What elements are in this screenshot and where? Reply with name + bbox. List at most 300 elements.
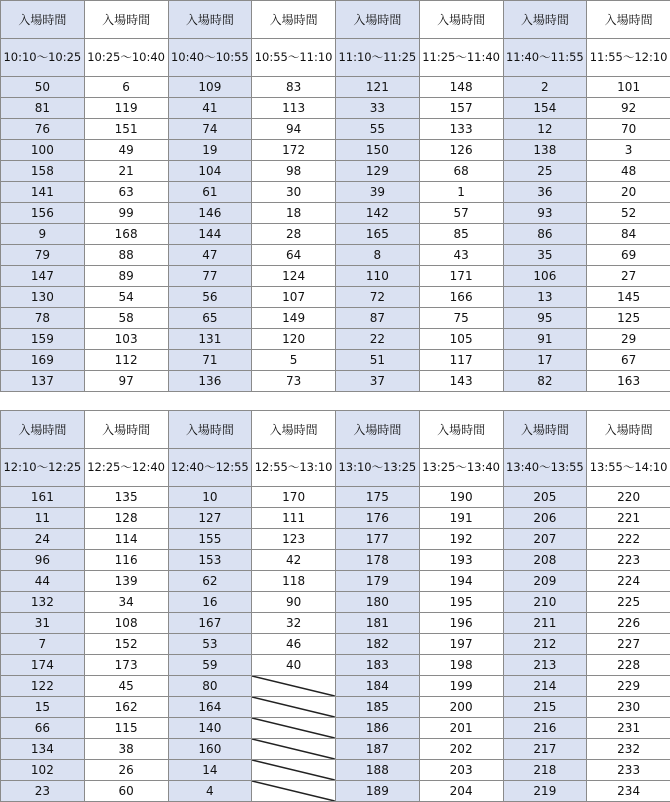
ticket-number-row (1, 308, 670, 329)
ticket-number-row-cell: 171 (419, 266, 503, 287)
ticket-number-row-cell: 13 (503, 287, 587, 308)
ticket-number-row-cell: 36 (503, 182, 587, 203)
time-slot-row-cell: 10:10～10:25 (1, 39, 85, 77)
ticket-number-row-cell: 143 (419, 371, 503, 392)
ticket-number-row-cell: 154 (503, 98, 587, 119)
ticket-number-row (1, 781, 670, 802)
ticket-number-row (1, 697, 670, 718)
ticket-number-row-cell: 186 (336, 718, 420, 739)
empty-slot-cell (252, 781, 336, 802)
ticket-number-row-cell: 123 (252, 529, 336, 550)
time-slot-row (1, 39, 670, 77)
ticket-number-row (1, 371, 670, 392)
ticket-number-row-cell: 170 (252, 487, 336, 508)
ticket-number-row-cell: 45 (84, 676, 168, 697)
ticket-number-row (1, 245, 670, 266)
entry-time-table-afternoon (0, 410, 670, 802)
ticket-number-row-cell: 206 (503, 508, 587, 529)
ticket-number-row-cell: 211 (503, 613, 587, 634)
empty-slot-cell (252, 760, 336, 781)
ticket-number-row-cell: 6 (84, 77, 168, 98)
ticket-number-row-cell: 202 (419, 739, 503, 760)
empty-slot-cell (252, 697, 336, 718)
ticket-number-row-cell: 176 (336, 508, 420, 529)
ticket-number-row-cell: 42 (252, 550, 336, 571)
time-slot-row (1, 449, 670, 487)
entry-time-table-morning (0, 0, 670, 392)
ticket-number-row-cell: 82 (503, 371, 587, 392)
ticket-number-row (1, 119, 670, 140)
ticket-number-row-cell: 213 (503, 655, 587, 676)
ticket-number-row-cell: 106 (503, 266, 587, 287)
ticket-number-row-cell: 20 (587, 182, 670, 203)
time-slot-row-cell: 12:40～12:55 (168, 449, 252, 487)
empty-slot-cell (252, 718, 336, 739)
ticket-number-row-cell: 39 (336, 182, 420, 203)
ticket-number-row-cell: 101 (587, 77, 670, 98)
header-row-cell: 入場時間 (503, 411, 587, 449)
ticket-number-row-cell: 197 (419, 634, 503, 655)
ticket-number-row (1, 718, 670, 739)
time-slot-row-cell: 11:55～12:10 (587, 39, 670, 77)
header-row (1, 411, 670, 449)
time-slot-row-cell: 13:40～13:55 (503, 449, 587, 487)
header-row-cell: 入場時間 (336, 1, 420, 39)
ticket-number-row-cell: 64 (252, 245, 336, 266)
time-slot-row-cell: 12:10～12:25 (1, 449, 85, 487)
ticket-number-row-cell: 85 (419, 224, 503, 245)
header-row-cell: 入場時間 (419, 411, 503, 449)
ticket-number-row (1, 550, 670, 571)
header-row-cell: 入場時間 (252, 411, 336, 449)
header-row-cell: 入場時間 (168, 1, 252, 39)
ticket-number-row-cell: 8 (336, 245, 420, 266)
ticket-number-row-cell: 96 (1, 550, 85, 571)
ticket-number-row-cell: 14 (168, 760, 252, 781)
ticket-number-row-cell: 9 (1, 224, 85, 245)
ticket-number-row-cell: 12 (503, 119, 587, 140)
ticket-number-row-cell: 212 (503, 634, 587, 655)
ticket-number-row-cell: 117 (419, 350, 503, 371)
ticket-number-row-cell: 100 (1, 140, 85, 161)
ticket-number-row-cell: 114 (84, 529, 168, 550)
ticket-number-row-cell: 91 (503, 329, 587, 350)
ticket-number-row-cell: 178 (336, 550, 420, 571)
ticket-number-row-cell: 224 (587, 571, 670, 592)
ticket-number-row-cell: 21 (84, 161, 168, 182)
ticket-number-row-cell: 173 (84, 655, 168, 676)
ticket-number-row-cell: 148 (419, 77, 503, 98)
ticket-number-row-cell: 66 (1, 718, 85, 739)
ticket-number-row-cell: 111 (252, 508, 336, 529)
ticket-number-row-cell: 34 (84, 592, 168, 613)
ticket-number-row-cell: 115 (84, 718, 168, 739)
ticket-number-row-cell: 130 (1, 287, 85, 308)
ticket-number-row-cell: 54 (84, 287, 168, 308)
ticket-number-row-cell: 119 (84, 98, 168, 119)
ticket-number-row-cell: 93 (503, 203, 587, 224)
ticket-number-row-cell: 121 (336, 77, 420, 98)
ticket-number-row-cell: 109 (168, 77, 252, 98)
ticket-number-row-cell: 218 (503, 760, 587, 781)
ticket-number-row-cell: 38 (84, 739, 168, 760)
ticket-number-row-cell: 27 (587, 266, 670, 287)
ticket-number-row-cell: 209 (503, 571, 587, 592)
ticket-number-row (1, 329, 670, 350)
ticket-number-row (1, 266, 670, 287)
ticket-number-row-cell: 165 (336, 224, 420, 245)
ticket-number-row (1, 508, 670, 529)
header-row-cell: 入場時間 (252, 1, 336, 39)
ticket-number-row (1, 203, 670, 224)
ticket-number-row-cell: 185 (336, 697, 420, 718)
ticket-number-row-cell: 207 (503, 529, 587, 550)
ticket-number-row-cell: 50 (1, 77, 85, 98)
ticket-number-row-cell: 89 (84, 266, 168, 287)
ticket-number-row-cell: 31 (1, 613, 85, 634)
ticket-number-row-cell: 53 (168, 634, 252, 655)
ticket-number-row-cell: 97 (84, 371, 168, 392)
ticket-number-row-cell: 17 (503, 350, 587, 371)
header-row-cell: 入場時間 (503, 1, 587, 39)
ticket-number-row-cell: 163 (587, 371, 670, 392)
ticket-number-row-cell: 174 (1, 655, 85, 676)
ticket-number-row-cell: 147 (1, 266, 85, 287)
ticket-number-row (1, 140, 670, 161)
header-row-cell: 入場時間 (1, 1, 85, 39)
ticket-number-row-cell: 200 (419, 697, 503, 718)
header-row-cell: 入場時間 (84, 411, 168, 449)
ticket-number-row-cell: 52 (587, 203, 670, 224)
ticket-number-row-cell: 23 (1, 781, 85, 802)
header-row-cell: 入場時間 (168, 411, 252, 449)
time-slot-row-cell: 11:40～11:55 (503, 39, 587, 77)
ticket-number-row-cell: 217 (503, 739, 587, 760)
ticket-number-row-cell: 30 (252, 182, 336, 203)
ticket-number-row-cell: 15 (1, 697, 85, 718)
ticket-number-row-cell: 192 (419, 529, 503, 550)
ticket-number-row-cell: 159 (1, 329, 85, 350)
ticket-number-row-cell: 104 (168, 161, 252, 182)
ticket-number-row-cell: 4 (168, 781, 252, 802)
time-slot-row-cell: 10:40～10:55 (168, 39, 252, 77)
ticket-number-row (1, 287, 670, 308)
ticket-number-row-cell: 136 (168, 371, 252, 392)
ticket-number-row-cell: 83 (252, 77, 336, 98)
ticket-number-row-cell: 160 (168, 739, 252, 760)
ticket-number-row-cell: 214 (503, 676, 587, 697)
empty-slot-cell (252, 676, 336, 697)
ticket-number-row-cell: 183 (336, 655, 420, 676)
ticket-number-row-cell: 232 (587, 739, 670, 760)
ticket-number-row-cell: 41 (168, 98, 252, 119)
ticket-number-row-cell: 157 (419, 98, 503, 119)
ticket-number-row-cell: 196 (419, 613, 503, 634)
ticket-number-row-cell: 116 (84, 550, 168, 571)
ticket-number-row-cell: 65 (168, 308, 252, 329)
ticket-number-row-cell: 62 (168, 571, 252, 592)
ticket-number-row-cell: 187 (336, 739, 420, 760)
ticket-number-row-cell: 10 (168, 487, 252, 508)
ticket-number-row-cell: 77 (168, 266, 252, 287)
ticket-number-row-cell: 229 (587, 676, 670, 697)
ticket-number-row-cell: 181 (336, 613, 420, 634)
ticket-number-row-cell: 22 (336, 329, 420, 350)
ticket-number-row-cell: 107 (252, 287, 336, 308)
ticket-number-row (1, 529, 670, 550)
ticket-number-row-cell: 75 (419, 308, 503, 329)
ticket-number-row-cell: 131 (168, 329, 252, 350)
ticket-number-row-cell: 29 (587, 329, 670, 350)
ticket-number-row-cell: 113 (252, 98, 336, 119)
time-slot-row-cell: 13:25～13:40 (419, 449, 503, 487)
ticket-number-row-cell: 231 (587, 718, 670, 739)
ticket-number-row-cell: 149 (252, 308, 336, 329)
ticket-number-row (1, 98, 670, 119)
ticket-number-row (1, 739, 670, 760)
ticket-number-row-cell: 78 (1, 308, 85, 329)
ticket-number-row-cell: 191 (419, 508, 503, 529)
ticket-number-row-cell: 69 (587, 245, 670, 266)
ticket-number-row-cell: 26 (84, 760, 168, 781)
ticket-number-row-cell: 145 (587, 287, 670, 308)
ticket-number-row-cell: 81 (1, 98, 85, 119)
ticket-number-row-cell: 118 (252, 571, 336, 592)
ticket-number-row-cell: 164 (168, 697, 252, 718)
ticket-number-row-cell: 222 (587, 529, 670, 550)
ticket-number-row-cell: 55 (336, 119, 420, 140)
ticket-number-row-cell: 175 (336, 487, 420, 508)
ticket-number-row-cell: 216 (503, 718, 587, 739)
ticket-number-row-cell: 49 (84, 140, 168, 161)
ticket-number-row-cell: 110 (336, 266, 420, 287)
ticket-number-row (1, 182, 670, 203)
ticket-number-row (1, 613, 670, 634)
ticket-number-row-cell: 56 (168, 287, 252, 308)
time-slot-row-cell: 12:55～13:10 (252, 449, 336, 487)
ticket-number-row-cell: 146 (168, 203, 252, 224)
ticket-number-row-cell: 11 (1, 508, 85, 529)
header-row-cell: 入場時間 (1, 411, 85, 449)
ticket-number-row-cell: 162 (84, 697, 168, 718)
ticket-number-row-cell: 120 (252, 329, 336, 350)
ticket-number-row (1, 571, 670, 592)
ticket-number-row-cell: 94 (252, 119, 336, 140)
ticket-number-row-cell: 51 (336, 350, 420, 371)
ticket-number-row-cell: 57 (419, 203, 503, 224)
ticket-number-row-cell: 190 (419, 487, 503, 508)
ticket-number-row-cell: 223 (587, 550, 670, 571)
ticket-number-row-cell: 99 (84, 203, 168, 224)
ticket-number-row-cell: 68 (419, 161, 503, 182)
ticket-number-row-cell: 177 (336, 529, 420, 550)
ticket-number-row-cell: 210 (503, 592, 587, 613)
ticket-number-row-cell: 76 (1, 119, 85, 140)
ticket-number-row-cell: 139 (84, 571, 168, 592)
ticket-number-row-cell: 198 (419, 655, 503, 676)
ticket-number-row-cell: 179 (336, 571, 420, 592)
ticket-number-row-cell: 153 (168, 550, 252, 571)
ticket-number-row-cell: 132 (1, 592, 85, 613)
ticket-number-row-cell: 129 (336, 161, 420, 182)
ticket-number-row-cell: 72 (336, 287, 420, 308)
ticket-number-row-cell: 134 (1, 739, 85, 760)
ticket-number-row-cell: 67 (587, 350, 670, 371)
ticket-number-row-cell: 5 (252, 350, 336, 371)
ticket-number-row-cell: 84 (587, 224, 670, 245)
ticket-number-row-cell: 156 (1, 203, 85, 224)
ticket-number-row-cell: 124 (252, 266, 336, 287)
ticket-number-row-cell: 46 (252, 634, 336, 655)
ticket-number-row-cell: 141 (1, 182, 85, 203)
time-slot-row-cell: 13:10～13:25 (336, 449, 420, 487)
ticket-number-row-cell: 128 (84, 508, 168, 529)
ticket-number-row-cell: 233 (587, 760, 670, 781)
ticket-number-row-cell: 102 (1, 760, 85, 781)
ticket-number-row-cell: 108 (84, 613, 168, 634)
ticket-number-row-cell: 16 (168, 592, 252, 613)
ticket-number-row-cell: 194 (419, 571, 503, 592)
time-slot-row-cell: 11:25～11:40 (419, 39, 503, 77)
header-row-cell: 入場時間 (419, 1, 503, 39)
ticket-number-row-cell: 189 (336, 781, 420, 802)
ticket-number-row-cell: 18 (252, 203, 336, 224)
ticket-number-row-cell: 144 (168, 224, 252, 245)
ticket-number-row (1, 634, 670, 655)
ticket-number-row-cell: 122 (1, 676, 85, 697)
ticket-number-row-cell: 35 (503, 245, 587, 266)
ticket-number-row-cell: 74 (168, 119, 252, 140)
header-row-cell: 入場時間 (587, 411, 670, 449)
ticket-number-row-cell: 126 (419, 140, 503, 161)
header-row-cell: 入場時間 (587, 1, 670, 39)
ticket-number-row-cell: 172 (252, 140, 336, 161)
ticket-number-row-cell: 180 (336, 592, 420, 613)
ticket-number-row-cell: 24 (1, 529, 85, 550)
ticket-number-row-cell: 92 (587, 98, 670, 119)
ticket-number-row-cell: 70 (587, 119, 670, 140)
ticket-number-row-cell: 140 (168, 718, 252, 739)
ticket-number-row (1, 592, 670, 613)
ticket-number-row-cell: 182 (336, 634, 420, 655)
ticket-number-row-cell: 73 (252, 371, 336, 392)
time-slot-row-cell: 11:10～11:25 (336, 39, 420, 77)
ticket-number-row-cell: 195 (419, 592, 503, 613)
ticket-number-row-cell: 71 (168, 350, 252, 371)
ticket-number-row-cell: 80 (168, 676, 252, 697)
ticket-number-row-cell: 152 (84, 634, 168, 655)
ticket-number-row (1, 161, 670, 182)
ticket-number-row-cell: 3 (587, 140, 670, 161)
ticket-number-row-cell: 138 (503, 140, 587, 161)
ticket-number-row-cell: 28 (252, 224, 336, 245)
ticket-number-row-cell: 142 (336, 203, 420, 224)
time-slot-row-cell: 10:55～11:10 (252, 39, 336, 77)
ticket-number-row-cell: 208 (503, 550, 587, 571)
ticket-number-row-cell: 135 (84, 487, 168, 508)
ticket-number-row-cell: 220 (587, 487, 670, 508)
ticket-number-row-cell: 166 (419, 287, 503, 308)
ticket-number-row-cell: 127 (168, 508, 252, 529)
ticket-number-row-cell: 105 (419, 329, 503, 350)
ticket-number-row-cell: 203 (419, 760, 503, 781)
ticket-number-row-cell: 33 (336, 98, 420, 119)
ticket-number-row (1, 487, 670, 508)
ticket-number-row-cell: 103 (84, 329, 168, 350)
ticket-number-row-cell: 7 (1, 634, 85, 655)
ticket-number-row-cell: 205 (503, 487, 587, 508)
ticket-number-row-cell: 61 (168, 182, 252, 203)
ticket-number-row-cell: 150 (336, 140, 420, 161)
ticket-number-row-cell: 25 (503, 161, 587, 182)
empty-slot-cell (252, 739, 336, 760)
ticket-number-row-cell: 228 (587, 655, 670, 676)
ticket-number-row-cell: 40 (252, 655, 336, 676)
header-row-cell: 入場時間 (336, 411, 420, 449)
ticket-number-row-cell: 151 (84, 119, 168, 140)
ticket-number-row-cell: 225 (587, 592, 670, 613)
ticket-number-row-cell: 60 (84, 781, 168, 802)
ticket-number-row-cell: 169 (1, 350, 85, 371)
ticket-number-row-cell: 204 (419, 781, 503, 802)
ticket-number-row-cell: 88 (84, 245, 168, 266)
ticket-number-row-cell: 184 (336, 676, 420, 697)
ticket-number-row-cell: 168 (84, 224, 168, 245)
ticket-number-row-cell: 188 (336, 760, 420, 781)
ticket-number-row-cell: 87 (336, 308, 420, 329)
ticket-number-row-cell: 32 (252, 613, 336, 634)
ticket-number-row-cell: 1 (419, 182, 503, 203)
ticket-number-row-cell: 63 (84, 182, 168, 203)
ticket-number-row-cell: 137 (1, 371, 85, 392)
ticket-number-row-cell: 234 (587, 781, 670, 802)
ticket-number-row (1, 676, 670, 697)
ticket-number-row-cell: 219 (503, 781, 587, 802)
ticket-number-row-cell: 59 (168, 655, 252, 676)
ticket-number-row-cell: 227 (587, 634, 670, 655)
ticket-number-row (1, 760, 670, 781)
ticket-number-row-cell: 58 (84, 308, 168, 329)
ticket-number-row-cell: 37 (336, 371, 420, 392)
ticket-number-row-cell: 19 (168, 140, 252, 161)
ticket-number-row-cell: 112 (84, 350, 168, 371)
ticket-number-row-cell: 98 (252, 161, 336, 182)
time-slot-row-cell: 10:25～10:40 (84, 39, 168, 77)
ticket-number-row-cell: 161 (1, 487, 85, 508)
ticket-number-row-cell: 215 (503, 697, 587, 718)
time-slot-row-cell: 13:55～14:10 (587, 449, 670, 487)
header-row (1, 1, 670, 39)
ticket-number-row (1, 77, 670, 98)
ticket-number-row-cell: 48 (587, 161, 670, 182)
ticket-number-row-cell: 86 (503, 224, 587, 245)
ticket-number-row-cell: 230 (587, 697, 670, 718)
ticket-number-row (1, 224, 670, 245)
ticket-number-row-cell: 155 (168, 529, 252, 550)
ticket-number-row-cell: 79 (1, 245, 85, 266)
ticket-number-row-cell: 95 (503, 308, 587, 329)
ticket-number-row (1, 655, 670, 676)
ticket-number-row-cell: 43 (419, 245, 503, 266)
time-slot-row-cell: 12:25～12:40 (84, 449, 168, 487)
ticket-number-row-cell: 44 (1, 571, 85, 592)
ticket-number-row-cell: 226 (587, 613, 670, 634)
ticket-number-row-cell: 90 (252, 592, 336, 613)
ticket-number-row-cell: 125 (587, 308, 670, 329)
header-row-cell: 入場時間 (84, 1, 168, 39)
ticket-number-row-cell: 2 (503, 77, 587, 98)
ticket-number-row-cell: 47 (168, 245, 252, 266)
